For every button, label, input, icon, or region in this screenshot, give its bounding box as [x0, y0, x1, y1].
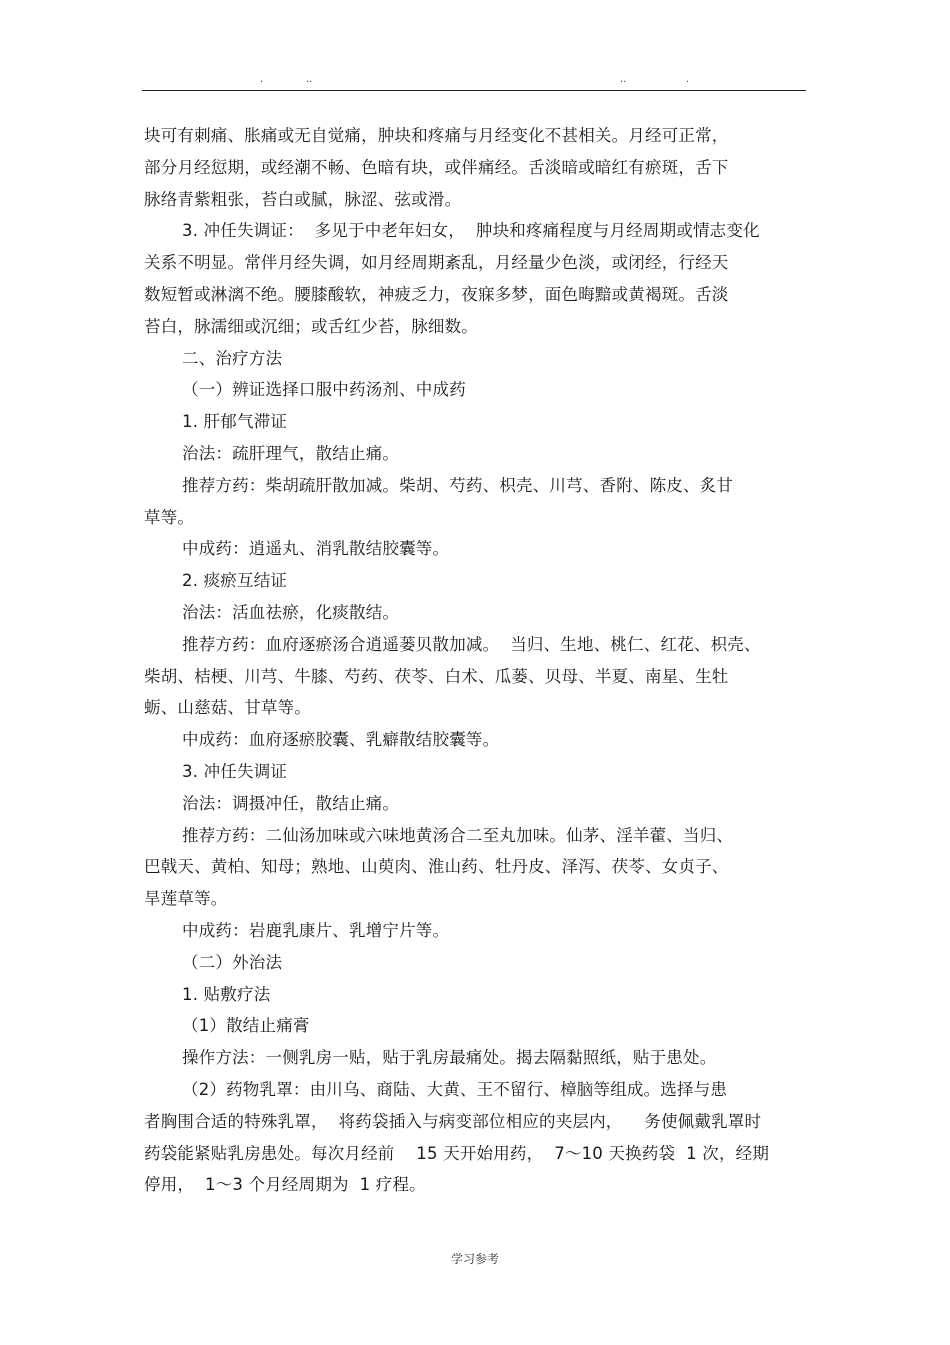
header-mark: . — [260, 74, 264, 85]
text-line: 操作方法：一侧乳房一贴，贴于乳房最痛处。揭去隔黏照纸，贴于患处。 — [182, 1048, 717, 1068]
text-line: 治法：疏肝理气，散结止痛。 — [182, 443, 400, 463]
text-line: 1. 肝郁气滞证 — [182, 412, 288, 432]
text-line: 中成药：岩鹿乳康片、乳增宁片等。 — [182, 920, 450, 940]
text-line: 部分月经愆期，或经潮不畅、色暗有块，或伴痛经。舌淡暗或暗红有瘀斑，舌下 — [144, 157, 729, 177]
text-line: 脉络青紫粗张，苔白或腻，脉涩、弦或滑。 — [144, 189, 462, 209]
header-rule — [142, 90, 806, 91]
header-mark: .. — [306, 74, 313, 85]
text-line: 1. 贴敷疗法 — [182, 984, 271, 1004]
text-line: 3. 冲任失调证： 多见于中老年妇女， 肿块和疼痛程度与月经周期或情志变化 — [182, 221, 760, 241]
text-line: 治法：调摄冲任，散结止痛。 — [182, 793, 400, 813]
text-line: 关系不明显。常伴月经失调，如月经周期紊乱，月经量少色淡，或闭经，行经天 — [144, 253, 729, 273]
text-line: 数短暂或淋漓不绝。腰膝酸软，神疲乏力，夜寐多梦，面色晦黯或黄褐斑。舌淡 — [144, 284, 729, 304]
text-line: 块可有刺痛、胀痛或无自觉痛，肿块和疼痛与月经变化不甚相关。月经可正常， — [144, 126, 729, 145]
text-line: 柴胡、桔梗、川芎、牛膝、芍药、茯苓、白术、瓜蒌、贝母、半夏、南星、生牡 — [144, 666, 729, 686]
document-body — [144, 120, 816, 1201]
text-line: 治法：活血祛瘀，化痰散结。 — [182, 602, 400, 622]
text-line: 3. 冲任失调证 — [182, 761, 288, 781]
text-line: （1）散结止痛膏 — [182, 1016, 310, 1036]
text-line: 苔白，脉濡细或沉细；或舌红少苔，脉细数。 — [144, 316, 478, 336]
text-line: （一）辨证选择口服中药汤剂、中成药 — [182, 380, 466, 400]
page-footer: 学习参考 — [450, 1252, 499, 1266]
text-line: （2）药物乳罩：由川乌、商陆、大黄、王不留行、樟脑等组成。选择与患 — [182, 1079, 728, 1099]
text-line: 草等。 — [144, 507, 195, 527]
text-line: 者胸围合适的特殊乳罩， 将药袋插入与病变部位相应的夹层内， 务使佩戴乳罩时 — [144, 1111, 762, 1131]
text-line: 蛎、山慈菇、甘草等。 — [144, 698, 311, 718]
text-line: 旱莲草等。 — [144, 889, 228, 909]
text-line: 推荐方药：二仙汤加味或六味地黄汤合二至丸加味。仙茅、淫羊藿、当归、 — [182, 825, 734, 845]
text-line: 中成药：血府逐瘀胶囊、乳癖散结胶囊等。 — [182, 730, 500, 750]
text-line: 巴戟天、黄柏、知母；熟地、山萸肉、淮山药、牡丹皮、泽泻、茯苓、女贞子、 — [144, 857, 729, 877]
text-line: 推荐方药：血府逐瘀汤合逍遥蒌贝散加减。 当归、生地、桃仁、红花、枳壳、 — [182, 634, 761, 654]
text-line: 二、治疗方法 — [182, 348, 283, 368]
text-line: 推荐方药：柴胡疏肝散加减。柴胡、芍药、枳壳、川芎、香附、陈皮、炙甘 — [182, 475, 734, 495]
text-line: 2. 痰瘀互结证 — [182, 571, 288, 591]
text-line: 中成药：逍遥丸、消乳散结胶囊等。 — [182, 539, 450, 559]
text-line: （二）外治法 — [182, 952, 283, 972]
header-marks — [142, 74, 806, 86]
header-mark: . — [686, 74, 690, 85]
text-line: 药袋能紧贴乳房患处。每次月经前 15 天开始用药， 7～10 天换药袋 1 次，经期 — [144, 1143, 770, 1163]
header-mark: .. — [620, 74, 627, 85]
text-line: 停用， 1～3 个月经周期为 1 疗程。 — [144, 1175, 426, 1195]
